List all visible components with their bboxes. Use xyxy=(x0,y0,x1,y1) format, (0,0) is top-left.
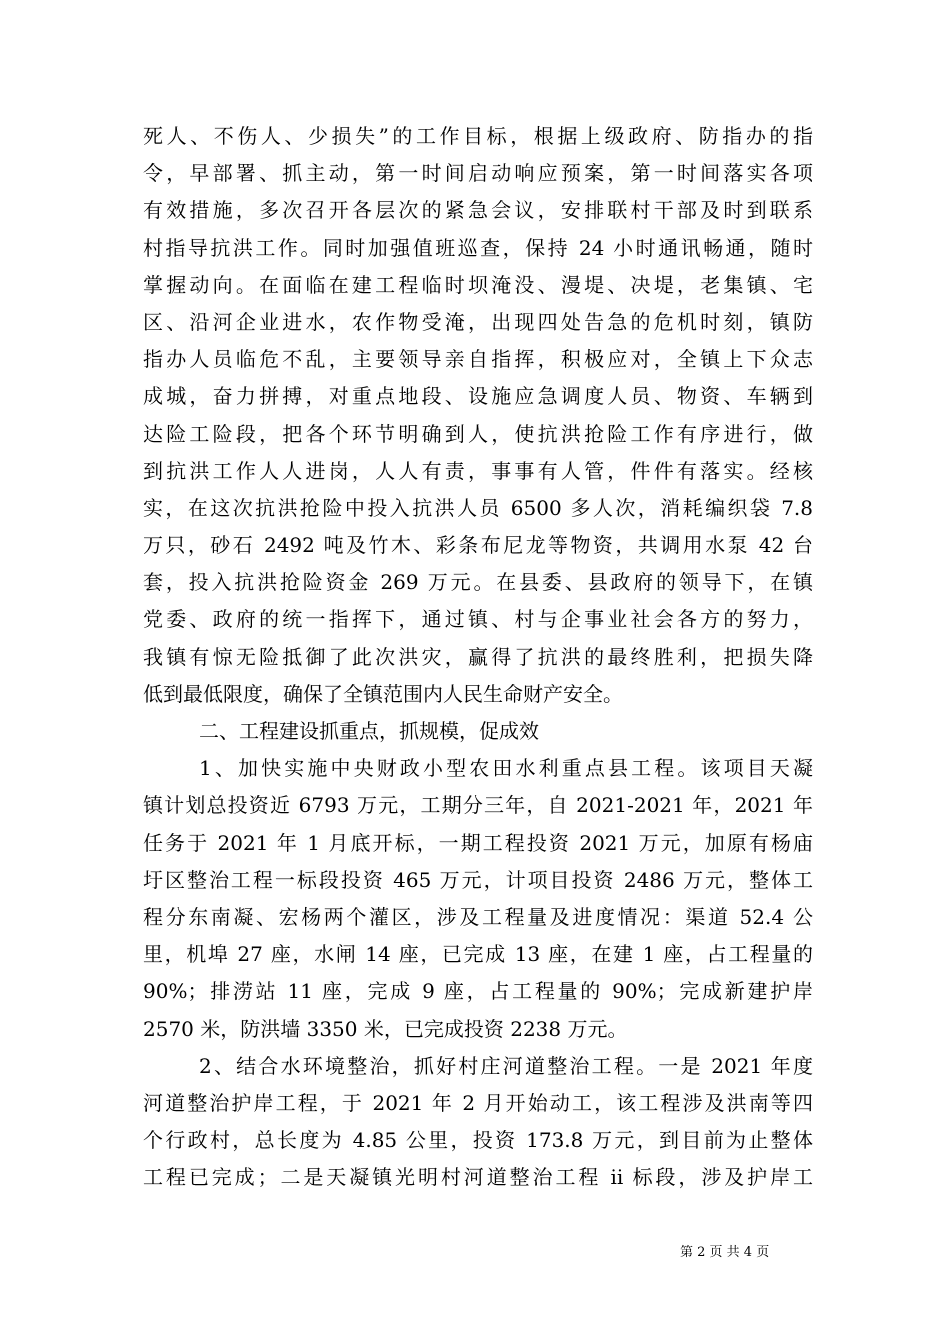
text-line: 镇计划总投资近 6793 万元，工期分三年，自 2021-2021 年，2021 年 xyxy=(143,793,813,818)
text-line: 掌握动向。在面临在建工程临时坝淹没、漫堤、决堤，老集镇、宅 xyxy=(143,272,813,297)
text-line: 1、加快实施中央财政小型农田水利重点县工程。该项目天凝 xyxy=(199,756,813,781)
page-number: 第 2 页 共 4 页 xyxy=(680,1245,770,1260)
text-line: 区、沿河企业进水，农作物受淹，出现四处告急的危机时刻，镇防 xyxy=(143,309,813,334)
text-line: 我镇有惊无险抵御了此次洪灾，赢得了抗洪的最终胜利，把损失降 xyxy=(143,644,813,669)
section-heading: 二、工程建设抓重点，抓规模，促成效 xyxy=(199,719,539,743)
text-line: 有效措施，多次召开各层次的紧急会议，安排联村干部及时到联系 xyxy=(143,198,813,223)
text-line: 党委、政府的统一指挥下，通过镇、村与企事业社会各方的努力， xyxy=(143,607,813,632)
text-line: 死人、不伤人、少损失”的工作目标，根据上级政府、防指办的指 xyxy=(143,124,813,148)
text-line: 到抗洪工作人人进岗，人人有责，事事有人管，件件有落实。经核 xyxy=(143,458,813,483)
text-line: 90%；排涝站 11 座，完成 9 座，占工程量的 90%；完成新建护岸 xyxy=(143,979,813,1004)
text-line: 里，机埠 27 座，水闸 14 座，已完成 13 座，在建 1 座，占工程量的 xyxy=(143,942,813,967)
text-line: 万只，砂石 2492 吨及竹木、彩条布尼龙等物资，共调用水泵 42 台 xyxy=(143,533,813,558)
text-line: 令，早部署、抓主动，第一时间启动响应预案，第一时间落实各项 xyxy=(143,161,813,186)
text-line: 工程已完成；二是天凝镇光明村河道整治工程 ii 标段，涉及护岸工 xyxy=(143,1165,813,1190)
text-line: 实，在这次抗洪抢险中投入抗洪人员 6500 多人次，消耗编织袋 7.8 xyxy=(143,495,813,520)
text-line: 2、结合水环境整治，抓好村庄河道整治工程。一是 2021 年度 xyxy=(199,1053,813,1078)
text-line: 任务于 2021 年 1 月底开标，一期工程投资 2021 万元，加原有杨庙 xyxy=(143,830,813,855)
document-body xyxy=(143,118,813,1196)
text-line: 指办人员临危不乱，主要领导亲自指挥，积极应对，全镇上下众志 xyxy=(143,347,813,372)
text-line: 程分东南凝、宏杨两个灌区，涉及工程量及进度情况：渠道 52.4 公 xyxy=(143,904,813,929)
text-line: 成城，奋力拼搏，对重点地段、设施应急调度人员、物资、车辆到 xyxy=(143,384,813,409)
text-line: 圩区整治工程一标段投资 465 万元，计项目投资 2486 万元，整体工 xyxy=(143,867,813,892)
text-line: 村指导抗洪工作。同时加强值班巡查，保持 24 小时通讯畅通，随时 xyxy=(143,235,813,260)
text-line: 河道整治护岸工程，于 2021 年 2 月开始动工，该工程涉及洪南等四 xyxy=(143,1090,813,1115)
text-line: 低到最低限度，确保了全镇范围内人民生命财产安全。 xyxy=(143,681,623,706)
text-line: 套，投入抗洪抢险资金 269 万元。在县委、县政府的领导下，在镇 xyxy=(143,570,813,595)
text-line: 2570 米，防洪墙 3350 米，已完成投资 2238 万元。 xyxy=(143,1016,628,1041)
text-line: 个行政村，总长度为 4.85 公里，投资 173.8 万元，到目前为止整体 xyxy=(143,1128,813,1153)
text-line: 达险工险段，把各个环节明确到人，使抗洪抢险工作有序进行，做 xyxy=(143,421,813,446)
